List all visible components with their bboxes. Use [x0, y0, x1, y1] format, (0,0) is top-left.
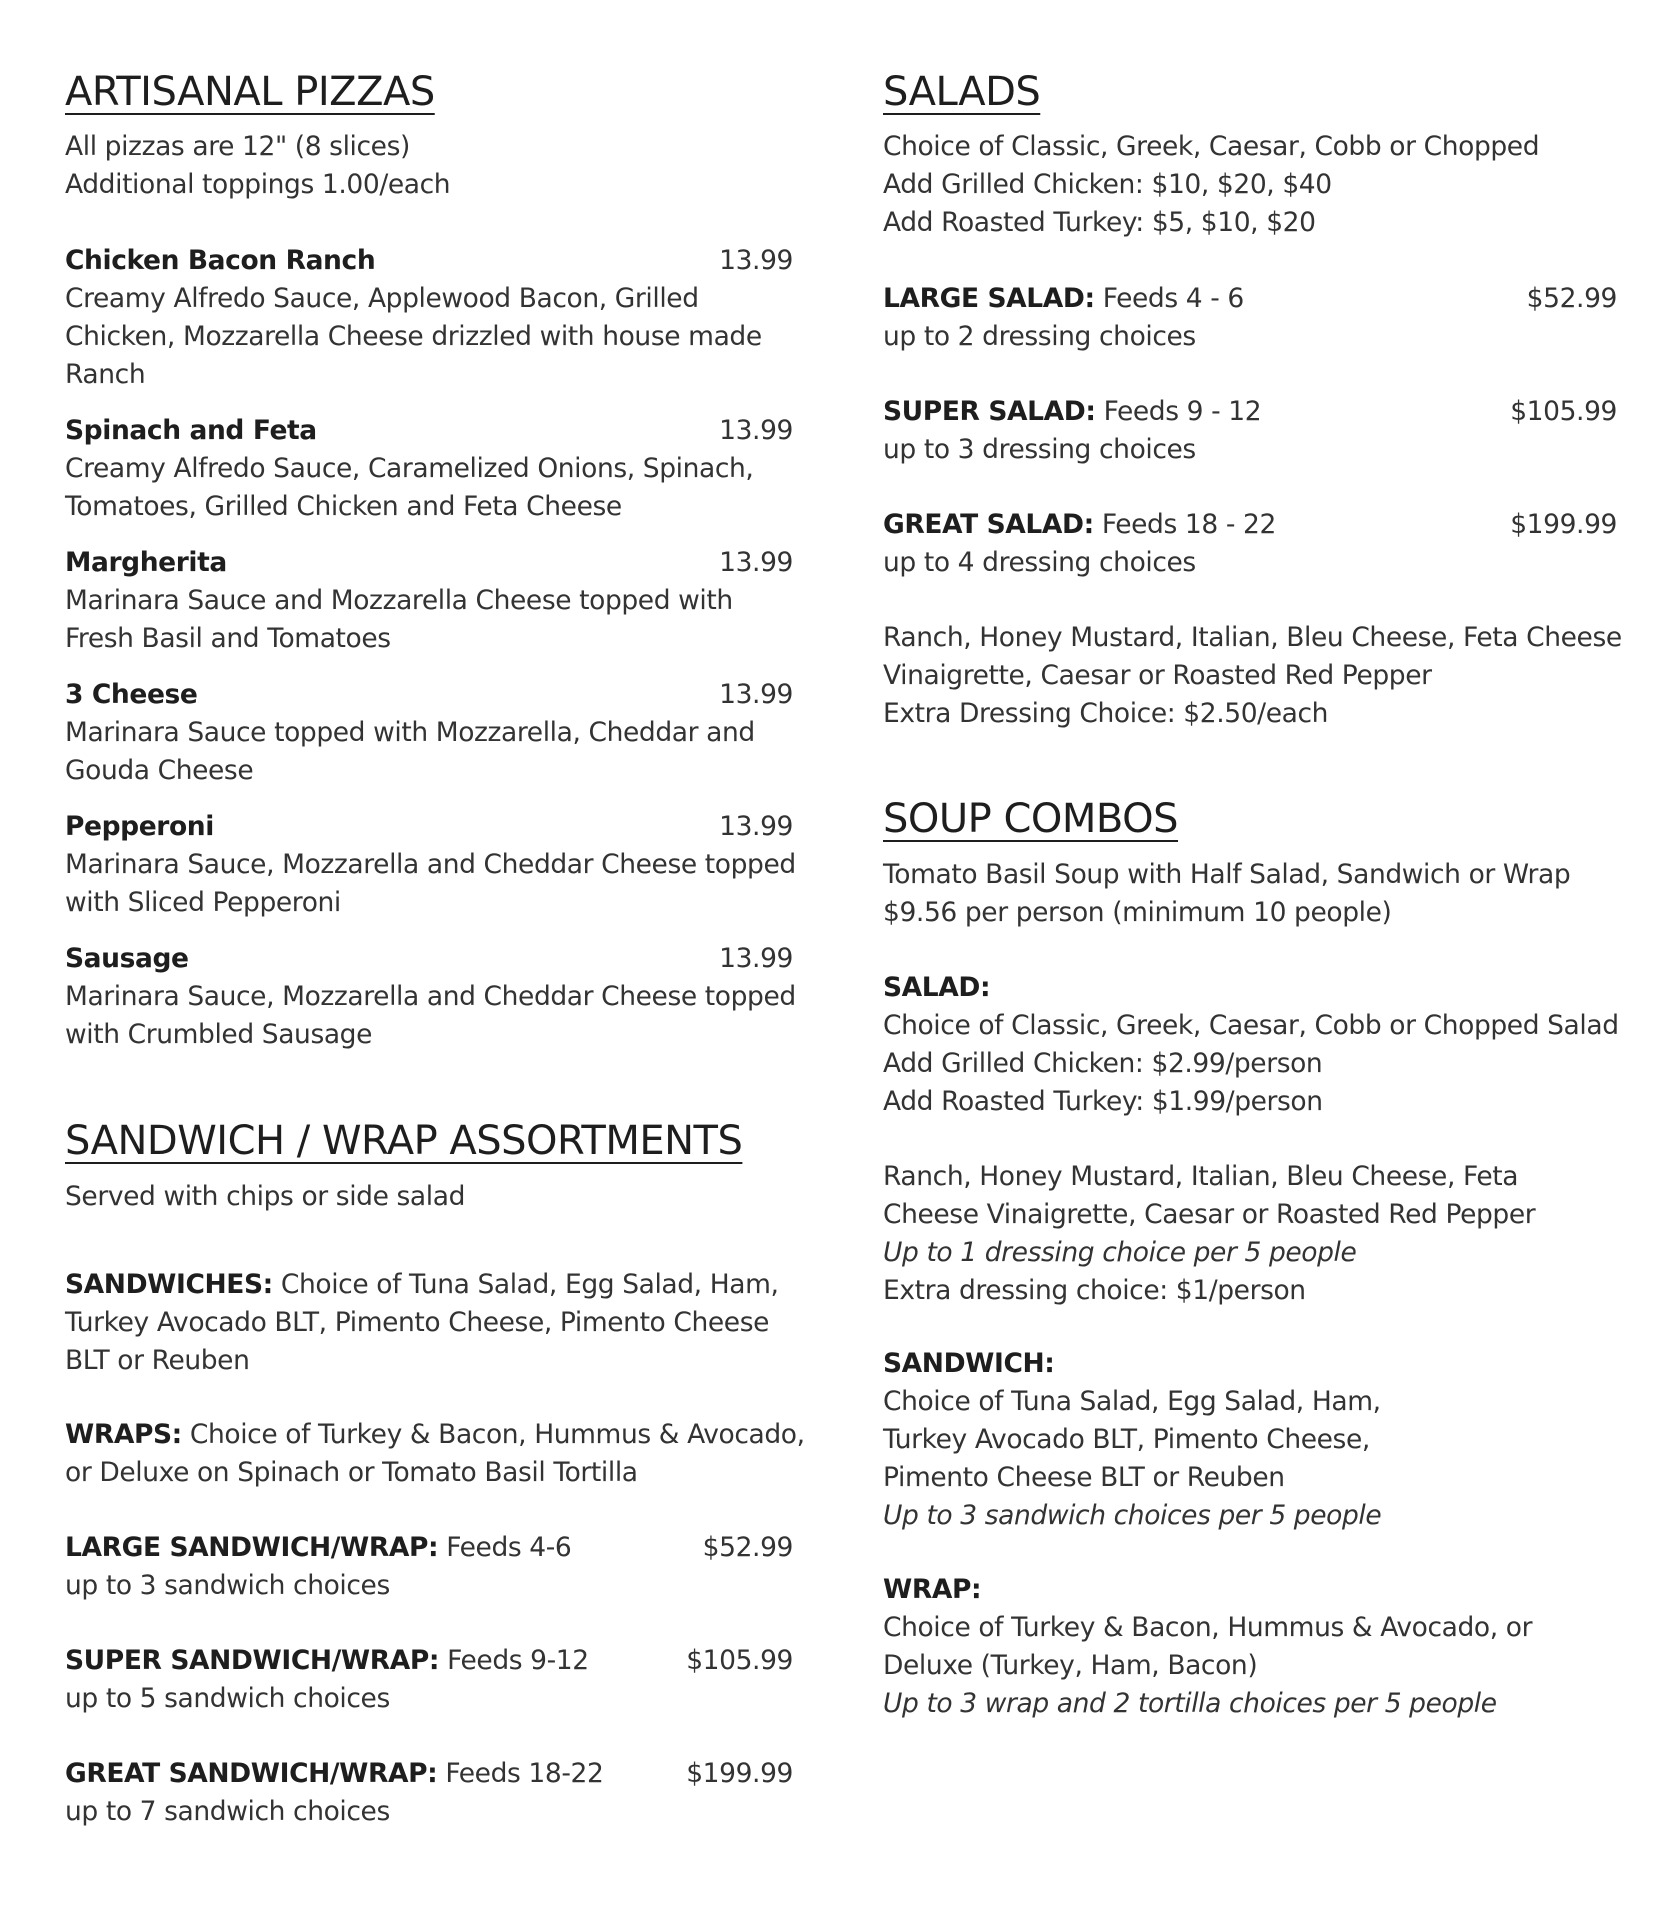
size-feeds: Feeds 4-6 — [438, 1532, 572, 1563]
pizzas-intro-line: All pizzas are 12" (8 slices) — [65, 131, 410, 162]
size-label: LARGE SALAD: — [883, 283, 1095, 314]
size-feeds: Feeds 18 - 22 — [1093, 509, 1276, 540]
pizza-desc-line: Chicken, Mozzarella Cheese drizzled with house made — [65, 321, 762, 352]
pizza-price: 13.99 — [719, 547, 793, 578]
soup-intro-line: $9.56 per person (minimum 10 people) — [883, 897, 1392, 928]
dressing-line: Ranch, Honey Mustard, Italian, Bleu Cheese, Feta Cheese — [883, 622, 1622, 653]
size-price: $52.99 — [702, 1532, 793, 1563]
size-note: up to 7 sandwich choices — [65, 1796, 390, 1827]
soup-salad — [883, 969, 1623, 1121]
soup-intro — [883, 856, 1623, 932]
salad-size — [883, 393, 1623, 469]
pizza-desc-line: Fresh Basil and Tomatoes — [65, 623, 391, 654]
soup-dressing-line: Ranch, Honey Mustard, Italian, Bleu Cheese, Feta — [883, 1161, 1519, 1192]
salads-intro-line: Choice of Classic, Greek, Caesar, Cobb or Chopped — [883, 131, 1540, 162]
soup-sandwich — [883, 1345, 1623, 1535]
soup-salad-line: Add Grilled Chicken: $2.99/person — [883, 1048, 1323, 1079]
size-note: up to 5 sandwich choices — [65, 1683, 390, 1714]
salad-size — [883, 280, 1623, 356]
pizza-desc-line: Tomatoes, Grilled Chicken and Feta Cheese — [65, 491, 622, 522]
salads-section — [883, 68, 1623, 116]
pizza-item — [65, 544, 805, 658]
wraps-text-line: or Deluxe on Spinach or Tomato Basil Tortilla — [65, 1457, 638, 1488]
pizza-desc-line: with Crumbled Sausage — [65, 1019, 373, 1050]
soup-dressing-line: Cheese Vinaigrette, Caesar or Roasted Red Pepper — [883, 1199, 1536, 1230]
soup-sandwich-note: Up to 3 sandwich choices per 5 people — [883, 1500, 1382, 1531]
pizza-price: 13.99 — [719, 245, 793, 276]
sandwiches-text-line: Choice of Tuna Salad, Egg Salad, Ham, — [272, 1269, 779, 1300]
size-price: $105.99 — [686, 1645, 793, 1676]
pizza-desc-line: Marinara Sauce and Mozzarella Cheese topped with — [65, 585, 733, 616]
soup-section — [883, 795, 1623, 843]
pizza-desc-line: Marinara Sauce, Mozzarella and Cheddar Cheese topped — [65, 849, 796, 880]
pizza-item — [65, 676, 805, 790]
pizza-item — [65, 242, 805, 394]
soup-dressings — [883, 1158, 1623, 1310]
pizzas-section — [65, 68, 805, 116]
sandwich-size — [65, 1642, 805, 1718]
pizza-name: 3 Cheese — [65, 679, 198, 710]
soup-salad-label: SALAD: — [883, 972, 991, 1003]
soup-intro-line: Tomato Basil Soup with Half Salad, Sandwich or Wrap — [883, 859, 1571, 890]
pizza-desc-line: Creamy Alfredo Sauce, Caramelized Onions, Spinach, — [65, 453, 754, 484]
pizza-name: Spinach and Feta — [65, 415, 317, 446]
pizza-desc-line: Creamy Alfredo Sauce, Applewood Bacon, Grilled — [65, 283, 699, 314]
size-price: $199.99 — [1510, 509, 1617, 540]
soup-salad-line: Choice of Classic, Greek, Caesar, Cobb or Chopped Salad — [883, 1010, 1619, 1041]
pizza-price: 13.99 — [719, 943, 793, 974]
soup-dressing-extra: Extra dressing choice: $1/person — [883, 1275, 1306, 1306]
wraps-text-line: Choice of Turkey & Bacon, Hummus & Avocado, — [181, 1419, 805, 1450]
sandwich-size — [65, 1529, 805, 1605]
soup-sandwich-line: Pimento Cheese BLT or Reuben — [883, 1462, 1285, 1493]
salad-size — [883, 506, 1623, 582]
salads-title: SALADS — [883, 69, 1041, 115]
soup-sandwich-label: SANDWICH: — [883, 1348, 1055, 1379]
soup-wrap-line: Choice of Turkey & Bacon, Hummus & Avocado, or — [883, 1612, 1533, 1643]
pizza-desc-line: Gouda Cheese — [65, 755, 254, 786]
sandwiches-intro — [65, 1178, 805, 1216]
soup-wrap-note: Up to 3 wrap and 2 tortilla choices per 5 people — [883, 1688, 1497, 1719]
soup-wrap-line: Deluxe (Turkey, Ham, Bacon) — [883, 1650, 1258, 1681]
pizza-item — [65, 412, 805, 526]
pizza-desc-line: Marinara Sauce topped with Mozzarella, Cheddar and — [65, 717, 755, 748]
sandwich-size — [65, 1755, 805, 1831]
size-note: up to 3 dressing choices — [883, 434, 1196, 465]
pizza-price: 13.99 — [719, 415, 793, 446]
size-feeds: Feeds 4 - 6 — [1094, 283, 1244, 314]
size-label: GREAT SALAD: — [883, 509, 1094, 540]
size-label: SUPER SALAD: — [883, 396, 1096, 427]
pizza-price: 13.99 — [719, 811, 793, 842]
wraps-choices — [65, 1416, 805, 1492]
pizza-name: Chicken Bacon Ranch — [65, 245, 376, 276]
dressing-line: Vinaigrette, Caesar or Roasted Red Pepper — [883, 660, 1432, 691]
soup-wrap — [883, 1571, 1623, 1723]
pizza-item — [65, 940, 805, 1054]
salads-intro-line: Add Grilled Chicken: $10, $20, $40 — [883, 169, 1332, 200]
size-note: up to 3 sandwich choices — [65, 1570, 390, 1601]
salad-dressings — [883, 619, 1623, 733]
pizza-price: 13.99 — [719, 679, 793, 710]
pizza-name: Pepperoni — [65, 811, 214, 842]
pizza-desc-line: with Sliced Pepperoni — [65, 887, 341, 918]
pizza-desc-line: Ranch — [65, 359, 146, 390]
pizza-name: Sausage — [65, 943, 189, 974]
size-price: $52.99 — [1526, 283, 1617, 314]
size-label: SUPER SANDWICH/WRAP: — [65, 1645, 440, 1676]
dressing-line: Extra Dressing Choice: $2.50/each — [883, 698, 1329, 729]
size-note: up to 4 dressing choices — [883, 547, 1196, 578]
soup-wrap-label: WRAP: — [883, 1574, 982, 1605]
soup-title: SOUP COMBOS — [883, 796, 1179, 842]
size-price: $199.99 — [686, 1758, 793, 1789]
soup-sandwich-line: Choice of Tuna Salad, Egg Salad, Ham, — [883, 1386, 1381, 1417]
size-price: $105.99 — [1510, 396, 1617, 427]
soup-salad-line: Add Roasted Turkey: $1.99/person — [883, 1086, 1323, 1117]
size-feeds: Feeds 9-12 — [439, 1645, 589, 1676]
sandwiches-label: SANDWICHES: — [65, 1269, 273, 1300]
salads-intro — [883, 128, 1623, 242]
size-feeds: Feeds 9 - 12 — [1095, 396, 1262, 427]
sandwiches-text-line: BLT or Reuben — [65, 1345, 250, 1376]
pizzas-intro-line: Additional toppings 1.00/each — [65, 169, 451, 200]
pizza-item — [65, 808, 805, 922]
soup-dressing-note: Up to 1 dressing choice per 5 people — [883, 1237, 1357, 1268]
sandwiches-text-line: Turkey Avocado BLT, Pimento Cheese, Pimento Cheese — [65, 1307, 770, 1338]
sandwiches-title: SANDWICH / WRAP ASSORTMENTS — [65, 1118, 743, 1164]
sandwiches-section — [65, 1117, 805, 1165]
soup-sandwich-line: Turkey Avocado BLT, Pimento Cheese, — [883, 1424, 1370, 1455]
pizza-name: Margherita — [65, 547, 227, 578]
size-label: GREAT SANDWICH/WRAP: — [65, 1758, 438, 1789]
size-feeds: Feeds 18-22 — [437, 1758, 604, 1789]
pizzas-title: ARTISANAL PIZZAS — [65, 69, 435, 115]
size-note: up to 2 dressing choices — [883, 321, 1196, 352]
wraps-label: WRAPS: — [65, 1419, 182, 1450]
sandwiches-choices — [65, 1266, 805, 1380]
pizzas-intro — [65, 128, 805, 204]
sandwiches-intro-line: Served with chips or side salad — [65, 1181, 465, 1212]
size-label: LARGE SANDWICH/WRAP: — [65, 1532, 439, 1563]
salads-intro-line: Add Roasted Turkey: $5, $10, $20 — [883, 207, 1316, 238]
pizza-desc-line: Marinara Sauce, Mozzarella and Cheddar Cheese topped — [65, 981, 796, 1012]
